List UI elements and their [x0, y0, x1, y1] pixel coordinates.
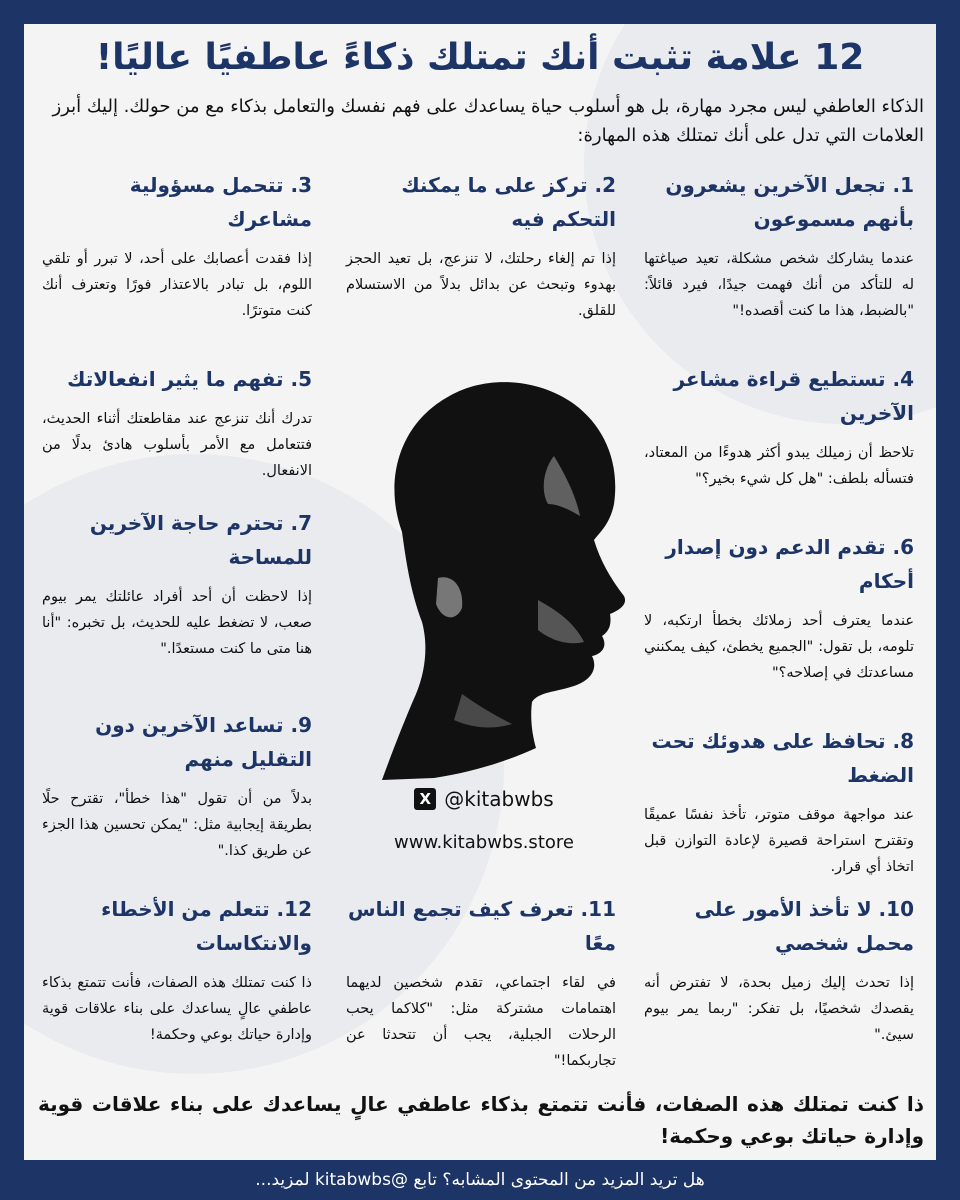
intro-paragraph: الذكاء العاطفي ليس مجرد مهارة، بل هو أسلوب حياة يساعدك على فهم نفسك والتعامل بذكاء مع من حولك. إليك أبرز العلامات التي تدل على أنك تمتلك هذه المهارة: — [52, 96, 924, 146]
sign-item-11 — [346, 892, 616, 1074]
sign-heading: 4. تستطيع قراءة مشاعر الآخرين — [673, 367, 914, 425]
sign-heading: 11. تعرف كيف تجمع الناس معًا — [347, 897, 616, 955]
footer-banner: هل تريد المزيد من المحتوى المشابه؟ تابع @kitabwbs لمزيد... — [255, 1170, 705, 1190]
page-title: 12 علامة تثبت أنك تمتلك ذكاءً عاطفيًا عاليًا! — [95, 37, 865, 78]
sign-heading: 8. تحافظ على هدوئك تحت الضغط — [651, 729, 914, 787]
sign-heading: 12. تتعلم من الأخطاء والانتكاسات — [101, 897, 312, 955]
sign-item-4 — [644, 362, 914, 492]
sign-text: إذا فقدت أعصابك على أحد، لا تبرر أو تلقي اللوم، بل تبادر بالاعتذار فورًا وتعترف أنك كنت متوترًا. — [42, 251, 312, 319]
sign-item-10 — [644, 892, 914, 1048]
sign-text: عندما يعترف أحد زملائك بخطأ ارتكبه، لا تلومه، بل تقول: "الجميع يخطئ، كيف يمكنني مساعدتك في إصلاحه؟" — [644, 613, 914, 681]
sign-heading: 5. تفهم ما يثير انفعالاتك — [67, 367, 312, 391]
sign-item-9 — [42, 708, 312, 864]
sign-heading: 3. تتحمل مسؤولية مشاعرك — [129, 173, 312, 231]
sign-text: في لقاء اجتماعي، تقدم شخصين لديهما اهتمامات مشتركة مثل: "كلاكما يحب الرحلات الجبلية، يجب أن تتحدثا عن تجاربكما!" — [346, 975, 616, 1069]
sign-item-6 — [644, 530, 914, 686]
sign-text: إذا لاحظت أن أحد أفراد عائلتك يمر بيوم صعب، لا تضغط عليه للحديث، بل تخبره: "أنا هنا متى ما كنت مستعدًا." — [42, 589, 312, 657]
sign-text: عندما يشاركك شخص مشكلة، تعيد صياغتها له للتأكد من أنك فهمت جيدًا، فيرد قائلاً: "بالضبط، هذا ما كنت أقصده!" — [644, 251, 914, 319]
closing-paragraph: ذا كنت تمتلك هذه الصفات، فأنت تتمتع بذكاء عاطفي عالٍ يساعدك على بناء علاقات قوية وإدارة حياتك بوعي وحكمة! — [38, 1092, 924, 1148]
sign-text: تدرك أنك تنزعج عند مقاطعتك أثناء الحديث، فتتعامل مع الأمر بأسلوب هادئ بدلًا من الانفعال. — [42, 411, 312, 479]
sign-item-12 — [42, 892, 312, 1048]
portrait-illustration — [342, 364, 632, 784]
sign-heading: 10. لا تأخذ الأمور على محمل شخصي — [694, 897, 914, 955]
sign-text: تلاحظ أن زميلك يبدو أكثر هدوءًا من المعتاد، فتسأله بلطف: "هل كل شيء بخير؟" — [644, 445, 914, 487]
sign-text: بدلاً من أن تقول "هذا خطأ"، تقترح حلًا بطريقة إيجابية مثل: "يمكن تحسين هذا الجزء عن طريق كذا." — [42, 791, 312, 859]
sign-text: عند مواجهة موقف متوتر، تأخذ نفسًا عميقًا وتقترح استراحة قصيرة لإعادة التوازن قبل اتخاذ أي قرار. — [644, 807, 914, 875]
sign-item-8 — [644, 724, 914, 880]
sign-item-2 — [346, 168, 616, 324]
sign-heading: 2. تركز على ما يمكنك التحكم فيه — [401, 173, 616, 231]
sign-text: إذا تحدث إليك زميل بحدة، لا تفترض أنه يقصدك شخصيًا، بل تفكر: "ربما يمر بيوم سيئ." — [644, 975, 914, 1043]
social-handle[interactable] — [364, 784, 604, 814]
sign-heading: 7. تحترم حاجة الآخرين للمساحة — [89, 511, 312, 569]
handle-text: @kitabwbs — [444, 787, 554, 811]
sign-text: ذا كنت تمتلك هذه الصفات، فأنت تتمتع بذكاء عاطفي عالٍ يساعدك على بناء علاقات قوية وإدارة حياتك بوعي وحكمة! — [42, 975, 312, 1043]
sign-item-1 — [644, 168, 914, 324]
sign-item-3 — [42, 168, 312, 324]
x-logo-icon: X — [414, 788, 436, 810]
sign-item-5 — [42, 362, 312, 484]
sign-heading: 6. تقدم الدعم دون إصدار أحكام — [665, 535, 914, 593]
sign-heading: 9. تساعد الآخرين دون التقليل منهم — [95, 713, 312, 771]
sign-item-7 — [42, 506, 312, 662]
infographic-panel — [24, 24, 936, 1160]
sign-text: إذا تم إلغاء رحلتك، لا تنزعج، بل تعيد الحجز بهدوء وتبحث عن بدائل بدلاً من الاستسلام للقلق. — [346, 251, 616, 319]
sign-heading: 1. تجعل الآخرين يشعرون بأنهم مسموعون — [665, 173, 914, 231]
website-link[interactable]: www.kitabwbs.store — [394, 832, 574, 853]
